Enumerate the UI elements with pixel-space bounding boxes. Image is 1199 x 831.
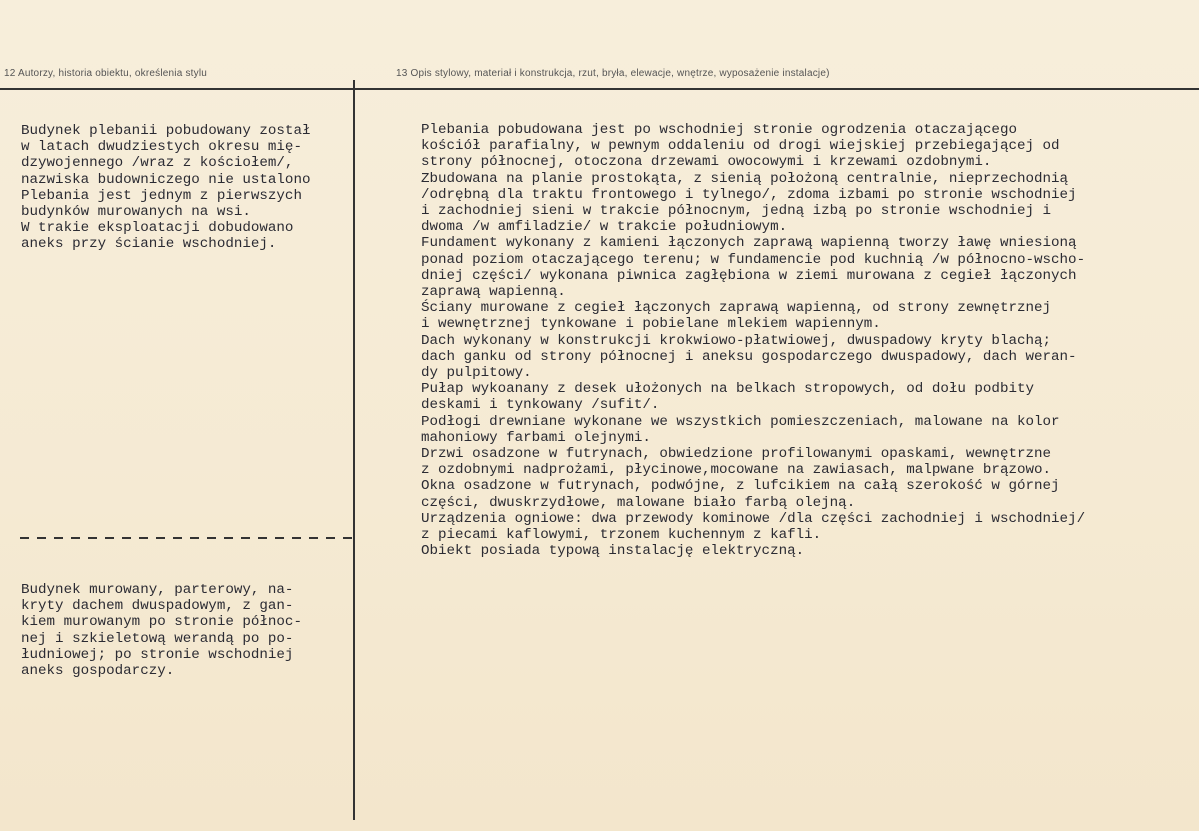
section-12-label: 12 Autorzy, historia obiektu, określenia stylu xyxy=(4,68,208,79)
description-text: Plebania pobudowana jest po wschodniej stronie ogrodzenia otaczającego kościół parafialny, w pewnym oddaleniu od drogi wiejskiej przebiegającej od strony północnej, otoczona drzewami owocowymi i krzewami ozdobnymi. Zbudowana na planie prostokąta, z sienią położoną centralnie, nieprzechodnią /odrębną dla traktu frontowego i tylnego/, zdoma izbami po stronie wschodniej i zachodniej sieni w trakcie północnym, jedną izbą po stronie wschodniej i dwoma /w amfiladzie/ w trakcie południowym. Fundament wykonany z kamieni łączonych zaprawą wapienną tworzy ławę wniesioną ponad poziom otaczającego terenu; w fundamencie pod kuchnią /w północno-wscho- dniej części/ wykonana piwnica zagłębiona w ziemi murowana z cegieł łączonych zaprawą wapienną. Ściany murowane z cegieł łączonych zaprawą wapienną, od strony zewnętrznej i wewnętrznej tynkowane i pobielane mlekiem wapiennym. Dach wykonany w konstrukcji krokwiowo-płatwiowej, dwuspadowy kryty blachą; dach ganku od strony północnej i aneksu gospodarczego dwuspadowy, dach weran- dy pulpitowy. Pułap wykoanany z desek ułożonych na belkach stropowych, od dołu podbity deskami i tynkowany /sufit/. Podłogi drewniane wykonane we wszystkich pomieszczeniach, malowane na kolor mahoniowy farbami olejnymi. Drzwi osadzone w futrynach, obwiedzione profilowanymi opaskami, wewnętrzne z ozdobnymi nadprożami, płycinowe,mocowane na zawiasach, malpwane brązowo. Okna osadzone w futrynach, podwójne, z lufcikiem na całą szerokość w górnej części, dwuskrzydłowe, malowane biało farbą olejną. Urządzenia ogniowe: dwa przewody kominowe /dla części zachodniej i wschodniej/ z piecami kaflowymi, trzonem kuchennym z kafli. Obiekt posiada typową instalację elektryczną. xyxy=(421,122,1086,560)
dashed-separator xyxy=(20,537,352,539)
summary-text: Budynek murowany, parterowy, na- kryty dachem dwuspadowym, z gan- kiem murowanym po stronie północ- nej i szkieletową werandą po po- łudniowej; po stronie wschodniej aneks gospodarczy. xyxy=(21,582,302,680)
column-divider xyxy=(353,80,355,820)
section-13-label: 13 Opis stylowy, materiał i konstrukcja, rzut, bryła, elewacje, wnętrze, wyposażenie instalacje) xyxy=(396,68,830,79)
header-rule xyxy=(0,88,1199,90)
history-text: Budynek plebanii pobudowany został w latach dwudziestych okresu mię- dzywojennego /wraz z kościołem/, nazwiska budowniczego nie ustalono Plebania jest jednym z pierwszych budynków murowanych na wsi. W trakie eksploatacji dobudowano aneks przy ścianie wschodniej. xyxy=(21,123,311,253)
